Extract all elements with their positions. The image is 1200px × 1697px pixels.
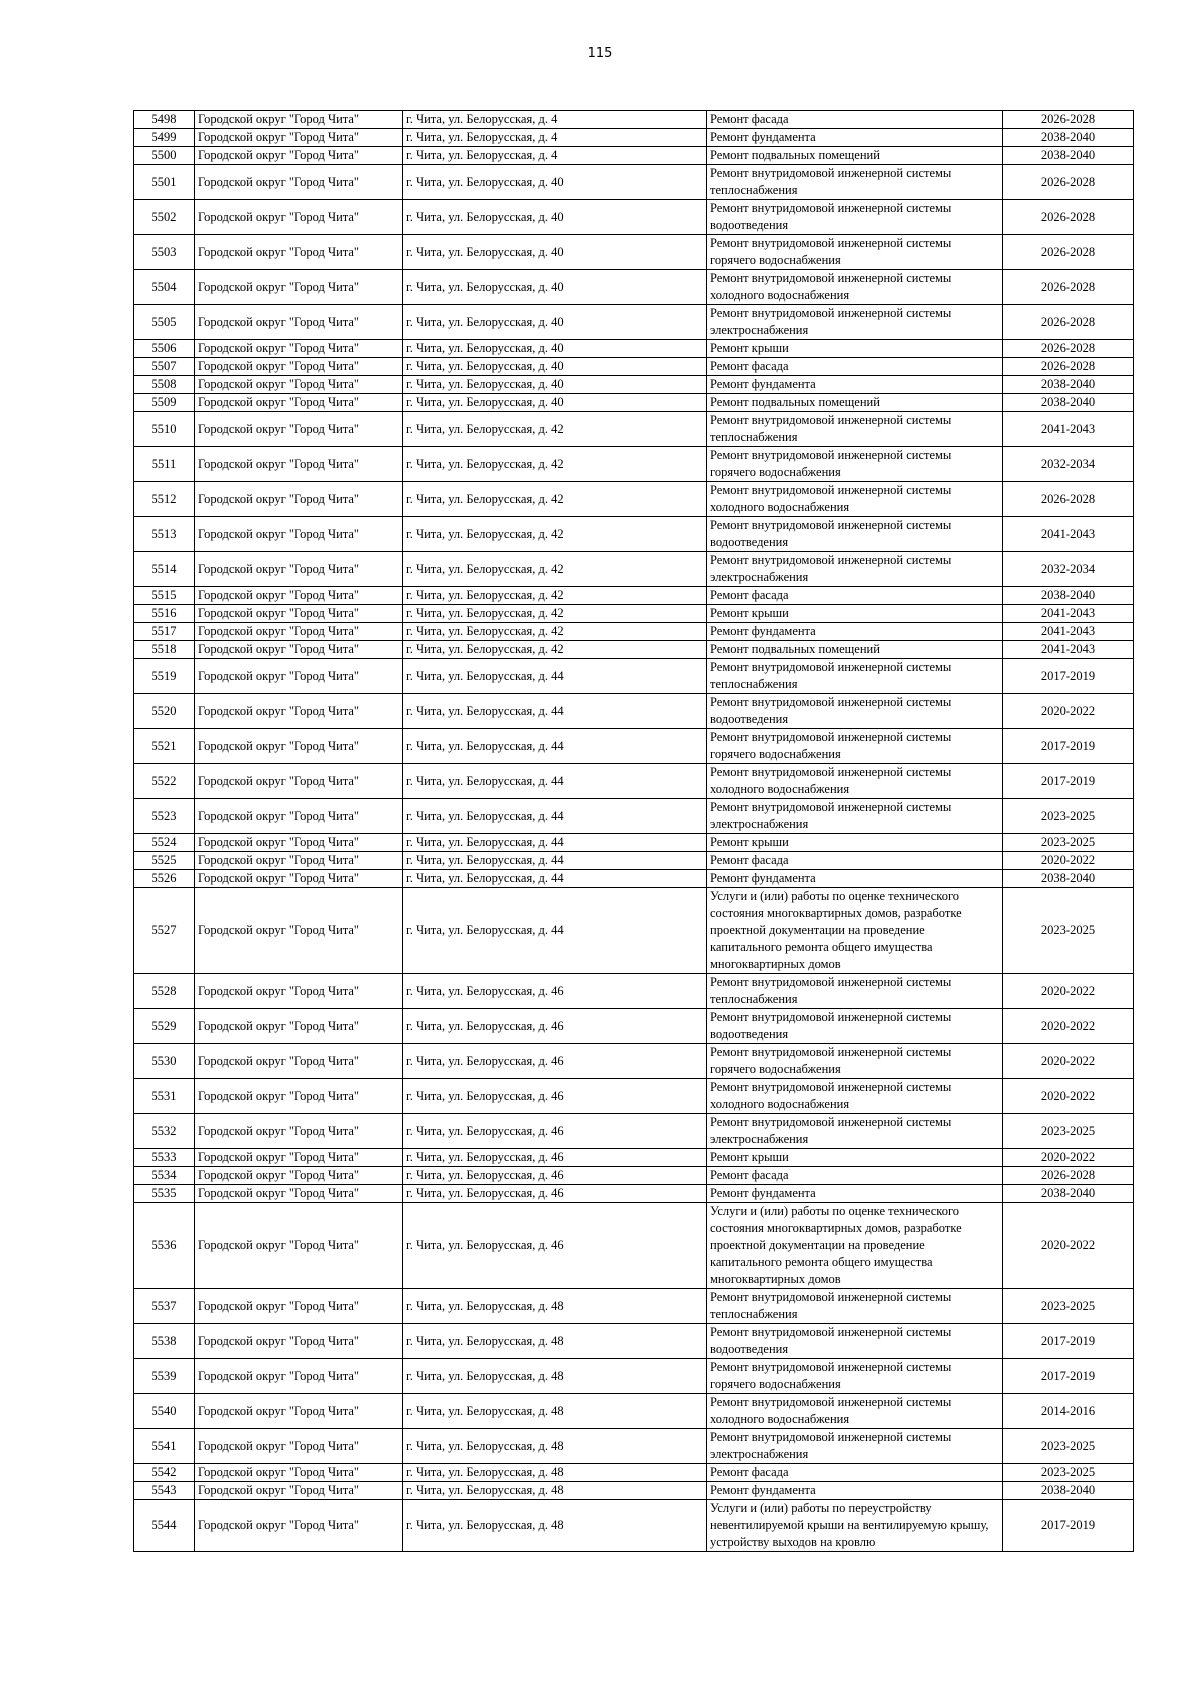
work-type-cell: Ремонт внутридомовой инженерной системы водоотведения xyxy=(707,1009,1003,1044)
work-type-cell: Ремонт внутридомовой инженерной системы теплоснабжения xyxy=(707,974,1003,1009)
address-cell: г. Чита, ул. Белорусская, д. 42 xyxy=(403,605,707,623)
row-number-cell: 5540 xyxy=(134,1394,195,1429)
work-type-cell: Ремонт внутридомовой инженерной системы электроснабжения xyxy=(707,305,1003,340)
municipality-cell: Городской округ "Город Чита" xyxy=(195,1464,403,1482)
address-cell: г. Чита, ул. Белорусская, д. 44 xyxy=(403,729,707,764)
municipality-cell: Городской округ "Город Чита" xyxy=(195,394,403,412)
period-cell: 2017-2019 xyxy=(1003,764,1134,799)
work-type-cell: Ремонт крыши xyxy=(707,1149,1003,1167)
municipality-cell: Городской округ "Город Чита" xyxy=(195,974,403,1009)
table-row xyxy=(134,605,1134,623)
table-row xyxy=(134,1500,1134,1552)
address-cell: г. Чита, ул. Белорусская, д. 42 xyxy=(403,482,707,517)
period-cell: 2026-2028 xyxy=(1003,111,1134,129)
table-row xyxy=(134,1149,1134,1167)
period-cell: 2041-2043 xyxy=(1003,412,1134,447)
work-type-cell: Ремонт фундамента xyxy=(707,1185,1003,1203)
municipality-cell: Городской округ "Город Чита" xyxy=(195,1114,403,1149)
municipality-cell: Городской округ "Город Чита" xyxy=(195,412,403,447)
work-type-cell: Ремонт внутридомовой инженерной системы водоотведения xyxy=(707,694,1003,729)
table-row xyxy=(134,1114,1134,1149)
row-number-cell: 5508 xyxy=(134,376,195,394)
address-cell: г. Чита, ул. Белорусская, д. 48 xyxy=(403,1359,707,1394)
period-cell: 2017-2019 xyxy=(1003,1324,1134,1359)
municipality-cell: Городской округ "Город Чита" xyxy=(195,1079,403,1114)
municipality-cell: Городской округ "Город Чита" xyxy=(195,834,403,852)
municipality-cell: Городской округ "Город Чита" xyxy=(195,340,403,358)
municipality-cell: Городской округ "Город Чита" xyxy=(195,1009,403,1044)
table-row xyxy=(134,641,1134,659)
address-cell: г. Чита, ул. Белорусская, д. 42 xyxy=(403,552,707,587)
row-number-cell: 5537 xyxy=(134,1289,195,1324)
row-number-cell: 5524 xyxy=(134,834,195,852)
row-number-cell: 5541 xyxy=(134,1429,195,1464)
table-row xyxy=(134,799,1134,834)
period-cell: 2020-2022 xyxy=(1003,1203,1134,1289)
work-type-cell: Ремонт подвальных помещений xyxy=(707,147,1003,165)
row-number-cell: 5511 xyxy=(134,447,195,482)
municipality-cell: Городской округ "Город Чита" xyxy=(195,623,403,641)
work-type-cell: Услуги и (или) работы по переустройству невентилируемой крыши на вентилируемую крышу, устройству выходов на кровлю xyxy=(707,1500,1003,1552)
work-type-cell: Ремонт внутридомовой инженерной системы холодного водоснабжения xyxy=(707,764,1003,799)
period-cell: 2038-2040 xyxy=(1003,394,1134,412)
address-cell: г. Чита, ул. Белорусская, д. 44 xyxy=(403,852,707,870)
row-number-cell: 5509 xyxy=(134,394,195,412)
work-type-cell: Ремонт фундамента xyxy=(707,129,1003,147)
page-number: 115 xyxy=(587,46,613,61)
address-cell: г. Чита, ул. Белорусская, д. 40 xyxy=(403,235,707,270)
table-row xyxy=(134,552,1134,587)
work-type-cell: Ремонт внутридомовой инженерной системы горячего водоснабжения xyxy=(707,447,1003,482)
municipality-cell: Городской округ "Город Чита" xyxy=(195,587,403,605)
address-cell: г. Чита, ул. Белорусская, д. 46 xyxy=(403,1009,707,1044)
work-type-cell: Ремонт внутридомовой инженерной системы электроснабжения xyxy=(707,1114,1003,1149)
work-type-cell: Ремонт внутридомовой инженерной системы горячего водоснабжения xyxy=(707,235,1003,270)
period-cell: 2041-2043 xyxy=(1003,623,1134,641)
table-body xyxy=(134,111,1134,1552)
row-number-cell: 5531 xyxy=(134,1079,195,1114)
work-type-cell: Ремонт внутридомовой инженерной системы водоотведения xyxy=(707,1324,1003,1359)
period-cell: 2014-2016 xyxy=(1003,1394,1134,1429)
row-number-cell: 5517 xyxy=(134,623,195,641)
row-number-cell: 5521 xyxy=(134,729,195,764)
period-cell: 2026-2028 xyxy=(1003,235,1134,270)
repair-schedule-table xyxy=(133,110,1134,1552)
period-cell: 2020-2022 xyxy=(1003,1149,1134,1167)
work-type-cell: Ремонт фасада xyxy=(707,358,1003,376)
municipality-cell: Городской округ "Город Чита" xyxy=(195,1044,403,1079)
table-row xyxy=(134,394,1134,412)
table-row xyxy=(134,305,1134,340)
row-number-cell: 5535 xyxy=(134,1185,195,1203)
period-cell: 2041-2043 xyxy=(1003,605,1134,623)
municipality-cell: Городской округ "Город Чита" xyxy=(195,1167,403,1185)
table-row xyxy=(134,974,1134,1009)
municipality-cell: Городской округ "Город Чита" xyxy=(195,482,403,517)
address-cell: г. Чита, ул. Белорусская, д. 42 xyxy=(403,641,707,659)
municipality-cell: Городской округ "Город Чита" xyxy=(195,1359,403,1394)
row-number-cell: 5498 xyxy=(134,111,195,129)
row-number-cell: 5504 xyxy=(134,270,195,305)
period-cell: 2038-2040 xyxy=(1003,1185,1134,1203)
row-number-cell: 5516 xyxy=(134,605,195,623)
table-row xyxy=(134,412,1134,447)
period-cell: 2038-2040 xyxy=(1003,1482,1134,1500)
period-cell: 2026-2028 xyxy=(1003,200,1134,235)
municipality-cell: Городской округ "Город Чита" xyxy=(195,129,403,147)
municipality-cell: Городской округ "Город Чита" xyxy=(195,764,403,799)
row-number-cell: 5514 xyxy=(134,552,195,587)
period-cell: 2020-2022 xyxy=(1003,1044,1134,1079)
address-cell: г. Чита, ул. Белорусская, д. 44 xyxy=(403,888,707,974)
period-cell: 2017-2019 xyxy=(1003,729,1134,764)
municipality-cell: Городской округ "Город Чита" xyxy=(195,147,403,165)
table-row xyxy=(134,111,1134,129)
work-type-cell: Ремонт внутридомовой инженерной системы теплоснабжения xyxy=(707,412,1003,447)
period-cell: 2023-2025 xyxy=(1003,1429,1134,1464)
period-cell: 2038-2040 xyxy=(1003,129,1134,147)
table-row xyxy=(134,1324,1134,1359)
work-type-cell: Ремонт внутридомовой инженерной системы горячего водоснабжения xyxy=(707,729,1003,764)
row-number-cell: 5539 xyxy=(134,1359,195,1394)
address-cell: г. Чита, ул. Белорусская, д. 44 xyxy=(403,834,707,852)
table-row xyxy=(134,235,1134,270)
work-type-cell: Ремонт фасада xyxy=(707,1167,1003,1185)
address-cell: г. Чита, ул. Белорусская, д. 4 xyxy=(403,129,707,147)
address-cell: г. Чита, ул. Белорусская, д. 42 xyxy=(403,412,707,447)
period-cell: 2041-2043 xyxy=(1003,641,1134,659)
period-cell: 2038-2040 xyxy=(1003,376,1134,394)
work-type-cell: Ремонт внутридомовой инженерной системы холодного водоснабжения xyxy=(707,1079,1003,1114)
table-row xyxy=(134,1185,1134,1203)
period-cell: 2026-2028 xyxy=(1003,270,1134,305)
row-number-cell: 5501 xyxy=(134,165,195,200)
period-cell: 2017-2019 xyxy=(1003,1359,1134,1394)
row-number-cell: 5529 xyxy=(134,1009,195,1044)
period-cell: 2026-2028 xyxy=(1003,358,1134,376)
address-cell: г. Чита, ул. Белорусская, д. 48 xyxy=(403,1289,707,1324)
municipality-cell: Городской округ "Город Чита" xyxy=(195,235,403,270)
address-cell: г. Чита, ул. Белорусская, д. 48 xyxy=(403,1482,707,1500)
municipality-cell: Городской округ "Город Чита" xyxy=(195,447,403,482)
period-cell: 2023-2025 xyxy=(1003,834,1134,852)
address-cell: г. Чита, ул. Белорусская, д. 44 xyxy=(403,659,707,694)
address-cell: г. Чита, ул. Белорусская, д. 40 xyxy=(403,340,707,358)
row-number-cell: 5533 xyxy=(134,1149,195,1167)
address-cell: г. Чита, ул. Белорусская, д. 42 xyxy=(403,587,707,605)
address-cell: г. Чита, ул. Белорусская, д. 48 xyxy=(403,1500,707,1552)
work-type-cell: Ремонт внутридомовой инженерной системы горячего водоснабжения xyxy=(707,1044,1003,1079)
period-cell: 2032-2034 xyxy=(1003,447,1134,482)
address-cell: г. Чита, ул. Белорусская, д. 4 xyxy=(403,111,707,129)
table-row xyxy=(134,147,1134,165)
work-type-cell: Ремонт фасада xyxy=(707,852,1003,870)
table-row xyxy=(134,1167,1134,1185)
work-type-cell: Услуги и (или) работы по оценке технического состояния многоквартирных домов, разработке проектной документации на проведение капитального ремонта общего имущества многоквартирных домов xyxy=(707,888,1003,974)
address-cell: г. Чита, ул. Белорусская, д. 46 xyxy=(403,1203,707,1289)
address-cell: г. Чита, ул. Белорусская, д. 40 xyxy=(403,394,707,412)
table-row xyxy=(134,694,1134,729)
address-cell: г. Чита, ул. Белорусская, д. 48 xyxy=(403,1394,707,1429)
row-number-cell: 5538 xyxy=(134,1324,195,1359)
work-type-cell: Ремонт внутридомовой инженерной системы электроснабжения xyxy=(707,799,1003,834)
row-number-cell: 5499 xyxy=(134,129,195,147)
municipality-cell: Городской округ "Город Чита" xyxy=(195,799,403,834)
municipality-cell: Городской округ "Город Чита" xyxy=(195,358,403,376)
period-cell: 2038-2040 xyxy=(1003,870,1134,888)
table-row xyxy=(134,1482,1134,1500)
address-cell: г. Чита, ул. Белорусская, д. 46 xyxy=(403,974,707,1009)
address-cell: г. Чита, ул. Белорусская, д. 40 xyxy=(403,270,707,305)
work-type-cell: Ремонт крыши xyxy=(707,605,1003,623)
municipality-cell: Городской округ "Город Чита" xyxy=(195,1394,403,1429)
address-cell: г. Чита, ул. Белорусская, д. 42 xyxy=(403,623,707,641)
municipality-cell: Городской округ "Город Чита" xyxy=(195,165,403,200)
period-cell: 2020-2022 xyxy=(1003,1079,1134,1114)
work-type-cell: Ремонт внутридомовой инженерной системы водоотведения xyxy=(707,200,1003,235)
row-number-cell: 5528 xyxy=(134,974,195,1009)
table-row xyxy=(134,729,1134,764)
table-row xyxy=(134,165,1134,200)
table-row xyxy=(134,1009,1134,1044)
row-number-cell: 5512 xyxy=(134,482,195,517)
table-row xyxy=(134,1464,1134,1482)
municipality-cell: Городской округ "Город Чита" xyxy=(195,1500,403,1552)
row-number-cell: 5518 xyxy=(134,641,195,659)
row-number-cell: 5510 xyxy=(134,412,195,447)
work-type-cell: Ремонт внутридомовой инженерной системы холодного водоснабжения xyxy=(707,270,1003,305)
work-type-cell: Ремонт внутридомовой инженерной системы горячего водоснабжения xyxy=(707,1359,1003,1394)
work-type-cell: Услуги и (или) работы по оценке технического состояния многоквартирных домов, разработке проектной документации на проведение капитального ремонта общего имущества многоквартирных домов xyxy=(707,1203,1003,1289)
municipality-cell: Городской округ "Город Чита" xyxy=(195,729,403,764)
table-row xyxy=(134,764,1134,799)
table-row xyxy=(134,888,1134,974)
table-row xyxy=(134,1044,1134,1079)
work-type-cell: Ремонт внутридомовой инженерной системы холодного водоснабжения xyxy=(707,1394,1003,1429)
period-cell: 2023-2025 xyxy=(1003,799,1134,834)
table-row xyxy=(134,659,1134,694)
row-number-cell: 5525 xyxy=(134,852,195,870)
municipality-cell: Городской округ "Город Чита" xyxy=(195,376,403,394)
table-row xyxy=(134,340,1134,358)
municipality-cell: Городской округ "Город Чита" xyxy=(195,270,403,305)
address-cell: г. Чита, ул. Белорусская, д. 46 xyxy=(403,1149,707,1167)
address-cell: г. Чита, ул. Белорусская, д. 44 xyxy=(403,764,707,799)
period-cell: 2020-2022 xyxy=(1003,852,1134,870)
row-number-cell: 5526 xyxy=(134,870,195,888)
period-cell: 2032-2034 xyxy=(1003,552,1134,587)
address-cell: г. Чита, ул. Белорусская, д. 40 xyxy=(403,165,707,200)
table-row xyxy=(134,517,1134,552)
municipality-cell: Городской округ "Город Чита" xyxy=(195,1324,403,1359)
municipality-cell: Городской округ "Город Чита" xyxy=(195,1203,403,1289)
table-row xyxy=(134,1203,1134,1289)
municipality-cell: Городской округ "Город Чита" xyxy=(195,1185,403,1203)
work-type-cell: Ремонт фасада xyxy=(707,587,1003,605)
table-row xyxy=(134,1394,1134,1429)
address-cell: г. Чита, ул. Белорусская, д. 46 xyxy=(403,1167,707,1185)
row-number-cell: 5520 xyxy=(134,694,195,729)
work-type-cell: Ремонт фундамента xyxy=(707,870,1003,888)
table-row xyxy=(134,623,1134,641)
municipality-cell: Городской округ "Город Чита" xyxy=(195,111,403,129)
table-row xyxy=(134,852,1134,870)
table-row xyxy=(134,270,1134,305)
period-cell: 2038-2040 xyxy=(1003,147,1134,165)
work-type-cell: Ремонт крыши xyxy=(707,340,1003,358)
row-number-cell: 5534 xyxy=(134,1167,195,1185)
work-type-cell: Ремонт крыши xyxy=(707,834,1003,852)
table-row xyxy=(134,482,1134,517)
period-cell: 2023-2025 xyxy=(1003,1464,1134,1482)
work-type-cell: Ремонт внутридомовой инженерной системы теплоснабжения xyxy=(707,1289,1003,1324)
period-cell: 2026-2028 xyxy=(1003,165,1134,200)
address-cell: г. Чита, ул. Белорусская, д. 40 xyxy=(403,305,707,340)
address-cell: г. Чита, ул. Белорусская, д. 44 xyxy=(403,870,707,888)
row-number-cell: 5502 xyxy=(134,200,195,235)
period-cell: 2038-2040 xyxy=(1003,587,1134,605)
row-number-cell: 5515 xyxy=(134,587,195,605)
address-cell: г. Чита, ул. Белорусская, д. 4 xyxy=(403,147,707,165)
municipality-cell: Городской округ "Город Чита" xyxy=(195,852,403,870)
municipality-cell: Городской округ "Город Чита" xyxy=(195,1429,403,1464)
work-type-cell: Ремонт внутридомовой инженерной системы водоотведения xyxy=(707,517,1003,552)
municipality-cell: Городской округ "Город Чита" xyxy=(195,1149,403,1167)
address-cell: г. Чита, ул. Белорусская, д. 42 xyxy=(403,447,707,482)
period-cell: 2020-2022 xyxy=(1003,974,1134,1009)
table-row xyxy=(134,1079,1134,1114)
address-cell: г. Чита, ул. Белорусская, д. 40 xyxy=(403,200,707,235)
address-cell: г. Чита, ул. Белорусская, д. 42 xyxy=(403,517,707,552)
address-cell: г. Чита, ул. Белорусская, д. 46 xyxy=(403,1044,707,1079)
address-cell: г. Чита, ул. Белорусская, д. 40 xyxy=(403,376,707,394)
municipality-cell: Городской округ "Город Чита" xyxy=(195,1482,403,1500)
row-number-cell: 5506 xyxy=(134,340,195,358)
row-number-cell: 5522 xyxy=(134,764,195,799)
row-number-cell: 5523 xyxy=(134,799,195,834)
work-type-cell: Ремонт фундамента xyxy=(707,1482,1003,1500)
row-number-cell: 5536 xyxy=(134,1203,195,1289)
municipality-cell: Городской округ "Город Чита" xyxy=(195,659,403,694)
work-type-cell: Ремонт фундамента xyxy=(707,623,1003,641)
period-cell: 2026-2028 xyxy=(1003,305,1134,340)
row-number-cell: 5527 xyxy=(134,888,195,974)
table-row xyxy=(134,870,1134,888)
period-cell: 2041-2043 xyxy=(1003,517,1134,552)
period-cell: 2017-2019 xyxy=(1003,1500,1134,1552)
row-number-cell: 5505 xyxy=(134,305,195,340)
period-cell: 2017-2019 xyxy=(1003,659,1134,694)
table-row xyxy=(134,587,1134,605)
address-cell: г. Чита, ул. Белорусская, д. 48 xyxy=(403,1324,707,1359)
period-cell: 2023-2025 xyxy=(1003,888,1134,974)
municipality-cell: Городской округ "Город Чита" xyxy=(195,870,403,888)
work-type-cell: Ремонт внутридомовой инженерной системы электроснабжения xyxy=(707,552,1003,587)
work-type-cell: Ремонт фундамента xyxy=(707,376,1003,394)
address-cell: г. Чита, ул. Белорусская, д. 44 xyxy=(403,799,707,834)
table-row xyxy=(134,129,1134,147)
table-row xyxy=(134,1429,1134,1464)
period-cell: 2026-2028 xyxy=(1003,482,1134,517)
row-number-cell: 5513 xyxy=(134,517,195,552)
row-number-cell: 5530 xyxy=(134,1044,195,1079)
work-type-cell: Ремонт внутридомовой инженерной системы теплоснабжения xyxy=(707,165,1003,200)
table-row xyxy=(134,376,1134,394)
municipality-cell: Городской округ "Город Чита" xyxy=(195,200,403,235)
address-cell: г. Чита, ул. Белорусская, д. 46 xyxy=(403,1185,707,1203)
municipality-cell: Городской округ "Город Чита" xyxy=(195,517,403,552)
table-row xyxy=(134,834,1134,852)
row-number-cell: 5543 xyxy=(134,1482,195,1500)
row-number-cell: 5542 xyxy=(134,1464,195,1482)
period-cell: 2026-2028 xyxy=(1003,1167,1134,1185)
municipality-cell: Городской округ "Город Чита" xyxy=(195,1289,403,1324)
row-number-cell: 5507 xyxy=(134,358,195,376)
work-type-cell: Ремонт внутридомовой инженерной системы электроснабжения xyxy=(707,1429,1003,1464)
period-cell: 2023-2025 xyxy=(1003,1289,1134,1324)
work-type-cell: Ремонт подвальных помещений xyxy=(707,394,1003,412)
address-cell: г. Чита, ул. Белорусская, д. 46 xyxy=(403,1079,707,1114)
address-cell: г. Чита, ул. Белорусская, д. 46 xyxy=(403,1114,707,1149)
row-number-cell: 5532 xyxy=(134,1114,195,1149)
period-cell: 2023-2025 xyxy=(1003,1114,1134,1149)
address-cell: г. Чита, ул. Белорусская, д. 48 xyxy=(403,1464,707,1482)
municipality-cell: Городской округ "Город Чита" xyxy=(195,694,403,729)
period-cell: 2020-2022 xyxy=(1003,694,1134,729)
table-row xyxy=(134,358,1134,376)
work-type-cell: Ремонт внутридомовой инженерной системы холодного водоснабжения xyxy=(707,482,1003,517)
table-row xyxy=(134,200,1134,235)
period-cell: 2026-2028 xyxy=(1003,340,1134,358)
row-number-cell: 5519 xyxy=(134,659,195,694)
work-type-cell: Ремонт подвальных помещений xyxy=(707,641,1003,659)
table-row xyxy=(134,1359,1134,1394)
municipality-cell: Городской округ "Город Чита" xyxy=(195,641,403,659)
address-cell: г. Чита, ул. Белорусская, д. 44 xyxy=(403,694,707,729)
table-row xyxy=(134,1289,1134,1324)
municipality-cell: Городской округ "Город Чита" xyxy=(195,888,403,974)
row-number-cell: 5503 xyxy=(134,235,195,270)
municipality-cell: Городской округ "Город Чита" xyxy=(195,305,403,340)
table-row xyxy=(134,447,1134,482)
period-cell: 2020-2022 xyxy=(1003,1009,1134,1044)
row-number-cell: 5500 xyxy=(134,147,195,165)
address-cell: г. Чита, ул. Белорусская, д. 40 xyxy=(403,358,707,376)
work-type-cell: Ремонт внутридомовой инженерной системы теплоснабжения xyxy=(707,659,1003,694)
work-type-cell: Ремонт фасада xyxy=(707,111,1003,129)
address-cell: г. Чита, ул. Белорусская, д. 48 xyxy=(403,1429,707,1464)
municipality-cell: Городской округ "Город Чита" xyxy=(195,552,403,587)
municipality-cell: Городской округ "Город Чита" xyxy=(195,605,403,623)
row-number-cell: 5544 xyxy=(134,1500,195,1552)
work-type-cell: Ремонт фасада xyxy=(707,1464,1003,1482)
